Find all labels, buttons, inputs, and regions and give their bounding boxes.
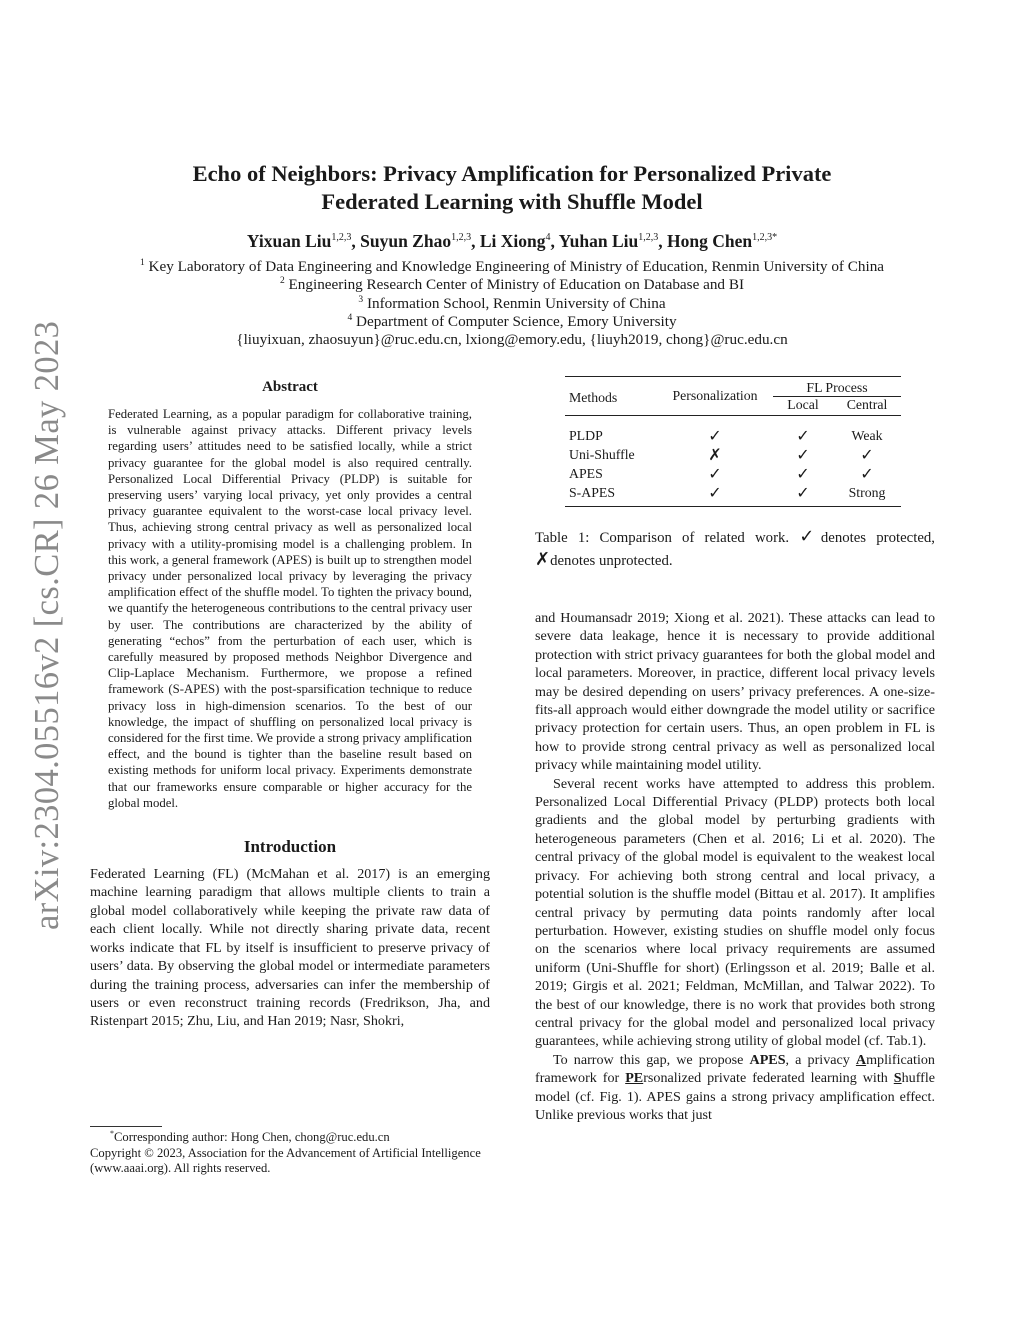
title-line-1: Echo of Neighbors: Privacy Amplification for Personalized Private	[192, 161, 832, 186]
author: Hong Chen$^{1,2,3*}$	[666, 231, 778, 251]
body-paragraph: To narrow this gap, we propose APES, a privacy Amplification framework for PErsonalized private federated learning with Shuffle model (cf. Fig. 1). APES gains a strong privacy amplification effect. Unlike previous works that just	[535, 1051, 935, 1123]
affiliation: $^3$ Information School, Renmin University of China	[358, 294, 666, 312]
affiliation: $^2$ Engineering Research Center of Ministry of Education on Database and BI	[279, 276, 745, 294]
header-central: Central	[846, 397, 888, 412]
comparison-table	[565, 376, 901, 507]
author: Suyun Zhao$^{1,2,3}$,	[360, 231, 480, 251]
table-row: Uni-Shuffle ✗ ✓ ✓	[569, 445, 874, 464]
corresponding-author-note: *Corresponding author: Hong Chen, chong@ruc.edu.cn	[110, 1129, 390, 1144]
author: Yixuan Liu$^{1,2,3}$,	[246, 231, 361, 251]
cross-icon: ✗	[535, 549, 551, 570]
header-local: Local	[787, 397, 819, 412]
affiliations	[96, 258, 928, 349]
right-column	[535, 609, 935, 1124]
author: Yuhan Liu$^{1,2,3}$,	[558, 231, 667, 251]
footnote-rule	[90, 1126, 162, 1127]
paper-title	[100, 160, 924, 216]
header-methods: Methods	[569, 390, 618, 405]
arxiv-identifier: arXiv:2304.05516v2 [cs.CR] 26 May 2023	[28, 320, 66, 930]
header-personalization: Personalization	[672, 388, 758, 403]
table-row: PLDP ✓ ✓ Weak	[565, 416, 901, 446]
email-line: {liuyixuan, zhaosuyun}@ruc.edu.cn, lxiong@emory.edu, {liuyh2019, chong}@ruc.edu.cn	[236, 331, 788, 349]
abstract-heading: Abstract	[262, 379, 318, 395]
check-icon: ✓	[799, 526, 821, 547]
table-caption: Table 1: Comparison of related work. ✓denotes protected, ✗denotes unprotected.	[535, 526, 935, 570]
header-fl-process: FL Process	[773, 377, 901, 397]
body-paragraph: Several recent works have attempted to address this problem. Personalized Local Differential Privacy (PLDP) protects both local gradients and the global model by perturbing gradients with heterogeneous parameters (Chen et al. 2016; Li et al. 2020). The central privacy of the global model is equivalent to the weakest local privacy. For achieving both strong central and local privacy, a potential solution is the shuffle model (Bittau et al. 2017). It amplifies central privacy by permuting data points randomly after local perturbation. However, existing studies on shuffle model only focus on the scenarios where local privacy requirements are assumed uniform (Uni-Shuffle for short) (Erlingsson et al. 2019; Balle et al. 2019; Girgis et al. 2021; Feldman, McMillan, and Talwar 2022). To the best of our knowledge, there is no work that provides both strong central privacy for the global model and personalized local privacy guarantees, while achieving strong utility of global model (cf. Tab.1).	[535, 775, 935, 1050]
copyright-note: Copyright © 2023, Association for the Advancement of Artificial Intelligence (www.aaai.org). All rights reserved.	[90, 1145, 481, 1176]
body-paragraph: and Houmansadr 2019; Xiong et al. 2021). These attacks can lead to severe data leakage, hence it is necessary to provide additional protection with strict privacy guarantees for both the global model and local parameters. Moreover, in practice, different local privacy levels may be desired depending on users’ privacy preferences. A one-size-fits-all approach would either downgrade the model utility or sacrifice privacy protection for certain users. Thus, an open problem in FL is how to provide strong central privacy as well as personalized local privacy while maintaining model utility.	[535, 610, 935, 774]
footnote	[90, 1130, 490, 1177]
affiliation: $^4$ Department of Computer Science, Emory University	[347, 312, 677, 330]
title-line-2: Federated Learning with Shuffle Model	[321, 189, 703, 214]
left-column	[90, 378, 490, 1031]
affiliation: $^1$ Key Laboratory of Data Engineering and Knowledge Engineering of Ministry of Education, Renmin University of China	[139, 258, 885, 275]
abstract-text: Federated Learning, as a popular paradigm for collaborative training, is vulnerable against privacy attacks. Different privacy levels regarding users’ attitudes need to be satisfied locally, while a strict privacy guarantee for the global model is also required centrally. Personalized Local Differential Privacy (PLDP) is suitable for preserving users’ varying local privacy, yet only provides a central privacy guarantee equivalent to the worst-case local privacy level. Thus, achieving strong central privacy as well as personalized local privacy with a utility-promising model is a challenging problem. In this work, a general framework (APES) is built up to strengthen model privacy under personalized local privacy by leveraging the privacy amplification effect of the shuffle model. To tighten the privacy bound, we quantify the heterogeneous contributions to the central privacy user by user. The contributions are characterized by the ability of generating “echos” from the perturbation of each user, which is carefully measured by proposed methods Neighbor Divergence and Clip-Laplace Mechanism. Furthermore, we propose a refined framework (S-APES) with the post-sparsification technique to reduce privacy loss in high-dimension scenarios. To the best of our knowledge, the impact of shuffling on personalized local privacy is considered for the first time. We provide a strong privacy amplification effect, and the bound is tighter than the baseline result based on existing methods for uniform local privacy. Experiments demonstrate that our frameworks ensure comparable or higher accuracy for the global model.	[108, 407, 472, 810]
table-row: APES ✓ ✓ ✓	[569, 464, 874, 483]
introduction-paragraph: Federated Learning (FL) (McMahan et al. 2017) is an emerging machine learning paradigm that allows multiple clients to train a global model collaboratively while keeping the private raw data of each client locally. While not directly sharing private data, recent works indicate that FL by itself is insufficient to preserve privacy of users’ data. By observing the global model or intermediate parameters during the training process, adversaries can infer the membership of users or even reconstruct training records (Fredrikson, Jha, and Ristenpart 2015; Zhu, Liu, and Han 2019; Nasr, Shokri,	[90, 866, 490, 1030]
author: Li Xiong$^4$,	[479, 231, 559, 251]
introduction-heading: Introduction	[243, 837, 337, 857]
table-row: S-APES ✓ ✓ Strong	[565, 483, 901, 507]
author-list	[100, 230, 924, 252]
